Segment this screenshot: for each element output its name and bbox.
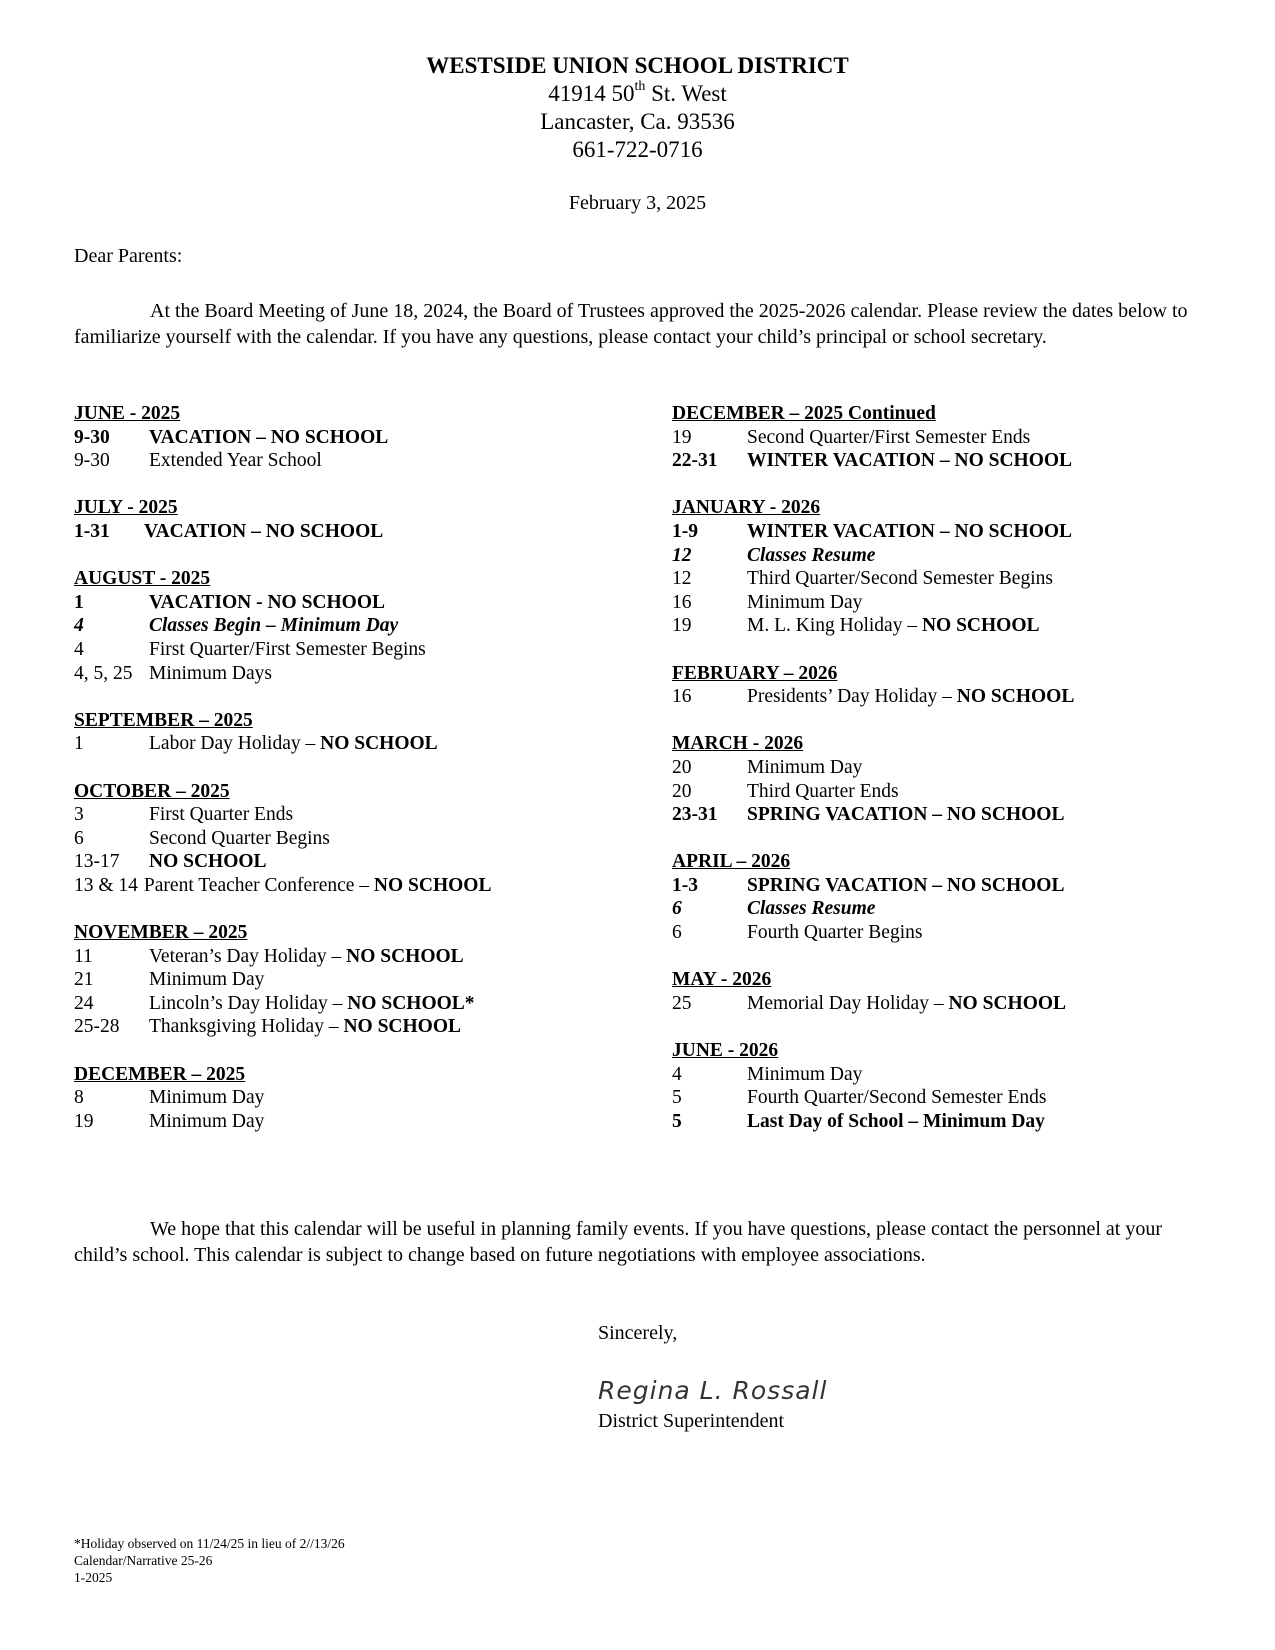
month-heading: NOVEMBER – 2025 — [74, 922, 248, 944]
month-heading: JULY - 2025 — [74, 497, 178, 519]
calendar-entry — [672, 1063, 1232, 1087]
footer-note: *Holiday observed on 11/24/25 in lieu of 2//13/26 — [74, 1536, 345, 1551]
calendar-section — [672, 850, 1232, 944]
calendar-section — [672, 402, 1232, 473]
entry-date: 19 — [672, 615, 692, 637]
calendar-column-left — [74, 402, 634, 1157]
street-address: 41914 50th St. West — [548, 79, 727, 106]
calendar-entry — [672, 567, 1232, 591]
entry-text: Memorial Day Holiday – — [747, 992, 949, 1014]
calendar-section — [672, 968, 1232, 1015]
entry-date: 1-31 — [74, 520, 110, 542]
entry-text: Fourth Quarter Begins — [747, 922, 923, 944]
entry-date: 1 — [74, 591, 84, 613]
calendar-section — [74, 709, 634, 756]
entry-text: Third Quarter Ends — [747, 780, 899, 802]
calendar-entry — [74, 614, 634, 638]
entry-text: Second Quarter Begins — [149, 827, 330, 849]
calendar-entry — [74, 426, 634, 450]
entry-text: Classes Begin – Minimum Day — [149, 615, 399, 637]
entry-date: 5 — [672, 1087, 682, 1109]
entry-text: Parent Teacher Conference – — [143, 874, 374, 896]
entry-text: Minimum Day — [747, 756, 863, 778]
entry-date: 25 — [672, 992, 692, 1014]
entry-text: Presidents’ Day Holiday – — [747, 686, 957, 708]
month-heading: MAY - 2026 — [672, 969, 772, 991]
entry-text: Third Quarter/Second Semester Begins — [747, 568, 1053, 590]
calendar-entry — [672, 449, 1232, 473]
closing-paragraph: We hope that this calendar will be useful in planning family events. If you have questions, please contact the personnel at your child’s school. This calendar is subject to change based on future negotiations with employee associations. — [74, 1218, 1162, 1266]
calendar-entry — [74, 638, 634, 662]
signer-title: District Superintendent — [598, 1410, 785, 1432]
intro-paragraph: At the Board Meeting of June 18, 2024, the Board of Trustees approved the 2025-2026 calendar. Please review the dates below to familiarize yourself with the calendar. If you have any questions, please contact your child’s principal or school secretary. — [74, 300, 1188, 348]
entry-text: First Quarter/First Semester Begins — [149, 638, 426, 660]
calendar-section — [74, 1063, 634, 1134]
calendar-entry — [672, 921, 1232, 945]
calendar-entry — [672, 756, 1232, 780]
entry-text: Fourth Quarter/Second Semester Ends — [747, 1087, 1047, 1109]
entry-text: Labor Day Holiday – — [149, 733, 321, 755]
calendar-entry — [74, 520, 634, 544]
entry-date: 5 — [672, 1110, 682, 1132]
calendar-entry — [672, 426, 1232, 450]
entry-no-school: NO SCHOOL — [346, 945, 464, 967]
entry-date: 21 — [74, 969, 94, 991]
calendar-column-right — [672, 402, 1232, 1157]
entry-date: 16 — [672, 686, 692, 708]
entry-date: 23-31 — [672, 804, 718, 826]
calendar-entry — [74, 874, 634, 898]
calendar-entry — [672, 1086, 1232, 1110]
entry-text: Veteran’s Day Holiday – — [149, 945, 347, 967]
closing: Sincerely, — [598, 1322, 678, 1344]
calendar-entry — [74, 968, 634, 992]
city-address: Lancaster, Ca. 93536 — [540, 109, 735, 134]
entry-text: VACATION – NO SCHOOL — [144, 520, 384, 542]
calendar-entry — [74, 803, 634, 827]
month-heading: AUGUST - 2025 — [74, 568, 211, 590]
entry-date: 12 — [672, 544, 692, 566]
calendar-entry — [672, 591, 1232, 615]
entry-date: 22-31 — [672, 450, 718, 472]
entry-no-school: NO SCHOOL — [956, 686, 1075, 708]
calendar-section — [74, 496, 634, 543]
calendar-section — [74, 921, 634, 1039]
calendar-section — [74, 402, 634, 473]
calendar-entry — [74, 1015, 634, 1039]
entry-no-school: NO SCHOOL* — [347, 992, 475, 1014]
entry-date: 4 — [74, 638, 84, 660]
entry-no-school: NO SCHOOL — [948, 992, 1067, 1014]
entry-date: 11 — [74, 945, 93, 967]
entry-text: WINTER VACATION – NO SCHOOL — [747, 520, 1073, 542]
entry-date: 25-28 — [74, 1016, 120, 1038]
calendar-section — [672, 1039, 1232, 1133]
entry-date: 3 — [74, 804, 84, 826]
calendar-entry — [74, 945, 634, 969]
entry-text: Minimum Day — [747, 1063, 863, 1085]
calendar-entry — [74, 662, 634, 686]
district-name: WESTSIDE UNION SCHOOL DISTRICT — [426, 53, 849, 78]
calendar-entry — [672, 685, 1232, 709]
entry-date: 16 — [672, 591, 692, 613]
calendar-section — [74, 567, 634, 685]
calendar-entry — [672, 803, 1232, 827]
entry-text: First Quarter Ends — [149, 804, 294, 826]
letter-date: February 3, 2025 — [568, 192, 707, 214]
month-heading: JANUARY - 2026 — [672, 497, 821, 519]
month-heading: JUNE - 2025 — [74, 403, 181, 424]
calendar-entry — [74, 591, 634, 615]
calendar-section — [672, 496, 1232, 638]
month-heading: OCTOBER – 2025 — [74, 780, 230, 802]
calendar-entry — [672, 544, 1232, 568]
entry-date: 6 — [672, 898, 682, 920]
phone-number: 661-722-0716 — [572, 137, 703, 162]
entry-date: 19 — [672, 426, 692, 448]
entry-text: WINTER VACATION – NO SCHOOL — [747, 450, 1073, 472]
entry-text: Last Day of School – Minimum Day — [747, 1110, 1045, 1132]
entry-text: M. L. King Holiday – — [747, 615, 922, 637]
calendar-entry — [74, 1110, 634, 1134]
entry-date: 4 — [74, 615, 84, 637]
entry-date: 9-30 — [74, 426, 110, 448]
month-heading: SEPTEMBER – 2025 — [74, 709, 253, 731]
entry-text: Minimum Days — [149, 662, 272, 684]
entry-date: 8 — [74, 1087, 84, 1109]
entry-date: 1-3 — [672, 874, 698, 896]
entry-date: 20 — [672, 756, 692, 778]
calendar-section — [74, 780, 634, 898]
month-heading: MARCH - 2026 — [672, 733, 804, 755]
entry-date: 1 — [74, 733, 84, 755]
entry-text: SPRING VACATION – NO SCHOOL — [747, 874, 1065, 896]
letterhead — [0, 52, 1275, 164]
calendar-section — [672, 732, 1232, 826]
calendar-entry — [672, 874, 1232, 898]
month-heading: JUNE - 2026 — [672, 1040, 779, 1062]
entry-date: 4, 5, 25 — [74, 662, 133, 684]
calendar-entry — [672, 614, 1232, 638]
calendar-entry — [672, 897, 1232, 921]
entry-text: Thanksgiving Holiday – — [149, 1016, 344, 1038]
calendar-entry — [672, 992, 1232, 1016]
entry-date: 13-17 — [74, 851, 120, 873]
month-heading: FEBRUARY – 2026 — [672, 662, 838, 684]
signature: Regina L. Rossall — [598, 1376, 828, 1405]
entry-text: VACATION - NO SCHOOL — [149, 591, 386, 613]
entry-date: 9-30 — [74, 450, 110, 472]
calendar-entry — [74, 850, 634, 874]
entry-text: Minimum Day — [149, 1110, 265, 1132]
entry-date: 13 & 14 — [74, 874, 138, 896]
entry-date: 6 — [74, 827, 84, 849]
calendar-entry — [672, 780, 1232, 804]
entry-text: Minimum Day — [747, 591, 863, 613]
entry-no-school: NO SCHOOL — [320, 733, 438, 755]
entry-date: 6 — [672, 922, 682, 944]
entry-text: NO SCHOOL — [149, 851, 267, 873]
salutation: Dear Parents: — [74, 245, 183, 267]
month-heading: DECEMBER – 2025 — [74, 1063, 246, 1085]
entry-date: 19 — [74, 1110, 94, 1132]
entry-text: Extended Year School — [149, 450, 322, 472]
entry-text: Classes Resume — [747, 544, 876, 566]
entry-date: 24 — [74, 992, 94, 1014]
calendar-entry — [74, 732, 634, 756]
entry-date: 4 — [672, 1063, 682, 1085]
calendar-entry — [74, 1086, 634, 1110]
entry-no-school: NO SCHOOL — [343, 1016, 462, 1038]
footer-revision: 1-2025 — [74, 1570, 113, 1585]
entry-no-school: NO SCHOOL — [921, 615, 1040, 637]
entry-text: Minimum Day — [149, 969, 265, 991]
entry-date: 20 — [672, 780, 692, 802]
entry-text: Classes Resume — [747, 898, 876, 920]
entry-text: Minimum Day — [149, 1087, 265, 1109]
entry-date: 12 — [672, 568, 692, 590]
calendar-entry — [74, 449, 634, 473]
entry-date: 1-9 — [672, 520, 698, 542]
entry-text: Second Quarter/First Semester Ends — [747, 426, 1031, 448]
calendar-entry — [74, 992, 634, 1016]
calendar-section — [672, 662, 1232, 709]
footer-notes — [74, 1535, 345, 1586]
entry-text: SPRING VACATION – NO SCHOOL — [747, 804, 1065, 826]
month-heading: DECEMBER – 2025 Continued — [672, 403, 936, 424]
month-heading: APRIL – 2026 — [672, 851, 791, 873]
calendar-entry — [672, 1110, 1232, 1134]
entry-no-school: NO SCHOOL — [373, 874, 492, 896]
entry-text: VACATION – NO SCHOOL — [149, 426, 389, 448]
calendar-entry — [672, 520, 1232, 544]
footer-doc-name: Calendar/Narrative 25-26 — [74, 1553, 213, 1568]
entry-text: Lincoln’s Day Holiday – — [149, 992, 348, 1014]
calendar-entry — [74, 827, 634, 851]
